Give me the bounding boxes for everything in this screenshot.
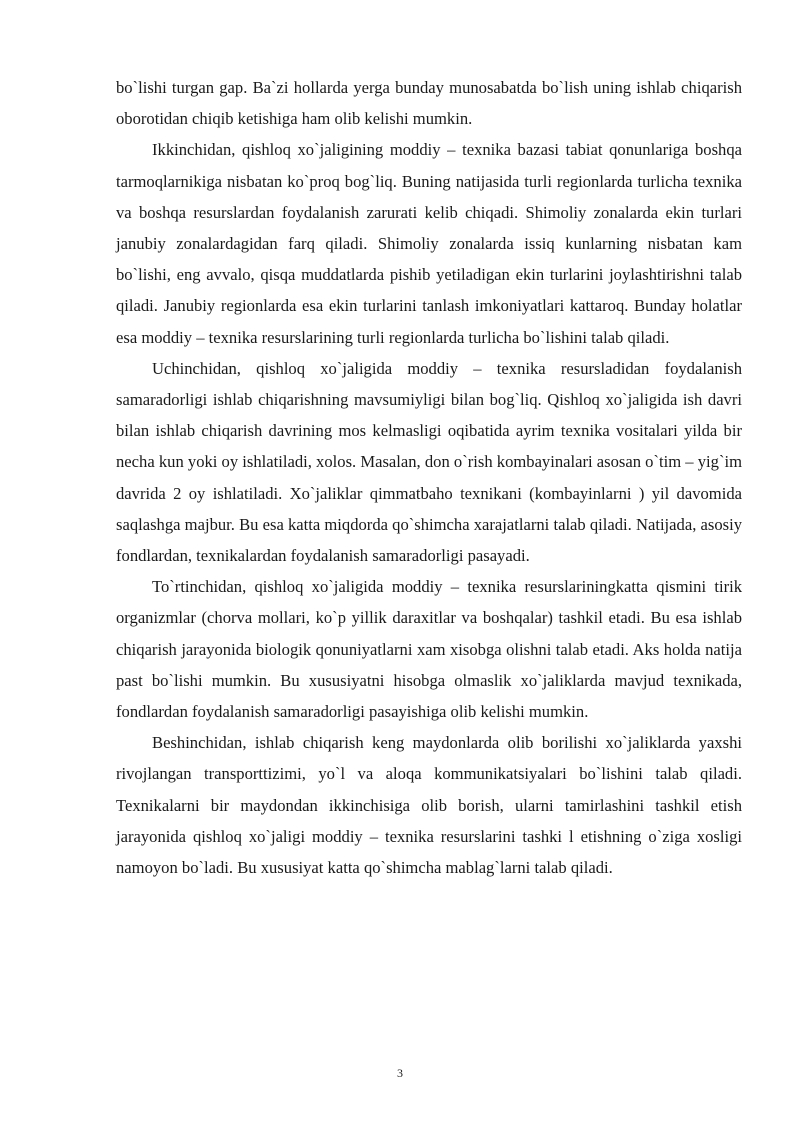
paragraph-third-point: Uchinchidan, qishloq xo`jaligida moddiy – texnika resursladidan foydalanish samaradorligi ishlab chiqarishning mavsumiyligi bilan bog`liq. Qishloq xo`jaligida ish davri bilan ishlab chiqarish davrining mos kelmasligi oqibatida ayrim texnika vositalari yilda bir necha kun yoki oy ishlatiladi, xolos. Masalan, don o`rish kombayinalari asosan o`tim – yig`im davrida 2 oy ishlatiladi. Xo`jaliklar qimmatbaho texnikani (kombayinlarni ) yil davomida saqlashga majbur. Bu esa katta miqdorda qo`shimcha xarajatlarni talab qiladi. Natijada, asosiy fondlardan, texnikalardan foydalanish samaradorligi pasayadi.: [116, 358, 742, 566]
page-number: 3: [397, 1066, 403, 1080]
paragraph-fourth-point: To`rtinchidan, qishloq xo`jaligida moddiy – texnika resurslariningkatta qismini tirik organizmlar (chorva mollari, ko`p yillik daraxitlar va boshqalar) tashkil etadi. Bu esa ishlab chiqarish jarayonida biologik qonuniyatlarni xam xisobga olishni talab etadi. Aks holda natija past bo`lishi mumkin. Bu xususiyatni hisobga olmaslik xo`jaliklarda mavjud texnikada, fondlardan foydalanish samaradorligi pasayishiga olib kelishi mumkin.: [116, 577, 742, 722]
paragraph-fifth-point: Beshinchidan, ishlab chiqarish keng maydonlarda olib borilishi xo`jaliklarda yaxshi rivojlangan transporttizimi, yo`l va aloqa kommunikatsiyalari bo`lishini talab qiladi. Texnikalarni bir maydondan ikkinchisiga olib borish, ularni tamirlashini tashkil etish jarayonida qishloq xo`jaligi moddiy – texnika resurslarini tashki l etishning o`ziga xosligi namoyon bo`ladi. Bu xususiyat katta qo`shimcha mablag`larni talab qiladi.: [116, 733, 742, 878]
paragraph-second-point: Ikkinchidan, qishloq xo`jaligining moddiy – texnika bazasi tabiat qonunlariga boshqa tarmoqlarnikiga nisbatan ko`proq bog`liq. Buning natijasida turli regionlarda turlicha texnika va boshqa resurslardan foydalanish zarurati kelib chiqadi. Shimoliy zonalarda ekin turlari janubiy zonalardagidan farq qiladi. Shimoliy zonalarda issiq kunlarning nisbatan kam bo`lishi, eng avvalo, qisqa muddatlarda pishib yetiladigan ekin turlarini joylashtirishni talab qiladi. Janubiy regionlarda esa ekin turlarini tanlash imkoniyatlari kattaroq. Bunday holatlar esa moddiy – texnika resurslarining turli regionlarda turlicha bo`lishini talab qiladi.: [116, 140, 742, 347]
document-page: [116, 72, 742, 883]
paragraph-continuation: bo`lishi turgan gap. Ba`zi hollarda yerga bunday munosabatda bo`lish uning ishlab chiqarish oborotidan chiqib ketishiga ham olib kelishi mumkin.: [116, 78, 742, 129]
